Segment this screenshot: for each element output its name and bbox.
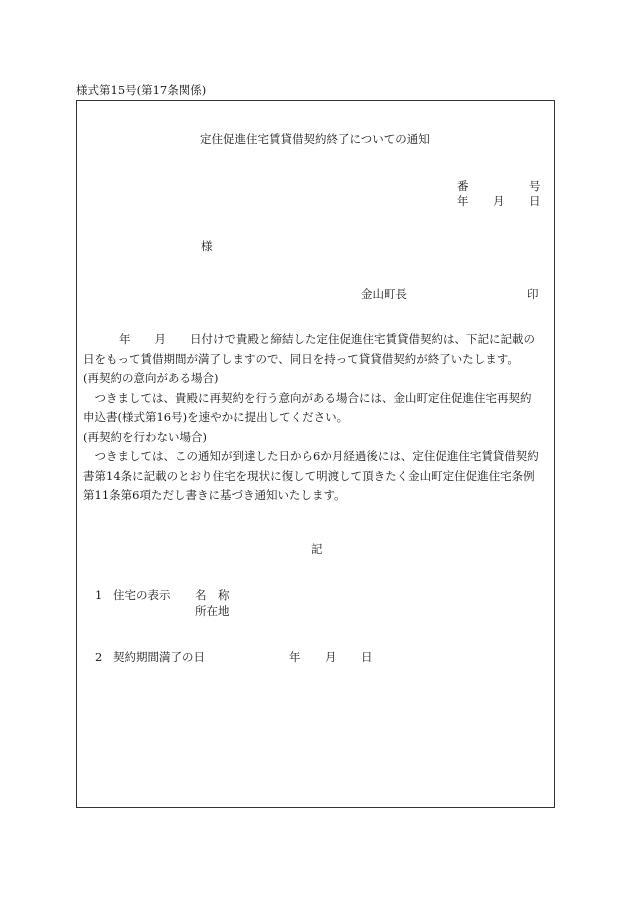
body-line-1 [83, 330, 553, 350]
number-go-label: 号 [529, 179, 541, 193]
body-year-label: 年 [119, 332, 131, 346]
sender-name: 金山町長 [361, 287, 407, 301]
case2-heading: (再契約を行わない場合) [83, 429, 207, 444]
item-2-label: 契約期間満了の日 [113, 650, 205, 664]
case2-line-2: 書第14条に記載のとおり住宅を現状に復して明渡して頂きたく金山町定住促進住宅条例 [83, 468, 535, 483]
notice-body [83, 330, 553, 506]
item-1-address-label: 所在地 [195, 604, 230, 618]
ki-heading: 記 [311, 542, 323, 556]
seal-mark: 印 [527, 287, 539, 301]
item-1-number: 1 [95, 588, 103, 602]
case1-line-2: 申込書(様式第16号)を速やかに提出してください。 [83, 410, 349, 424]
item-2-month-label: 月 [325, 650, 337, 664]
form-number-label: 様式第15号(第17条関係) [76, 83, 207, 97]
document-title: 定住促進住宅賃貸借契約終了についての通知 [200, 132, 430, 146]
case1-line-1: つきましては、貴殿に再契約を行う意向がある場合には、金山町定住促進住宅再契約 [83, 390, 532, 405]
number-ban-label: 番 [457, 179, 469, 193]
item-1-label: 住宅の表示 [113, 588, 171, 602]
item-2-year-label: 年 [289, 650, 301, 664]
date-day-label: 日 [529, 194, 541, 208]
date-year-label: 年 [457, 194, 469, 208]
item-2-number: 2 [95, 650, 103, 664]
body-month-label: 月 [154, 332, 166, 346]
body-line-1-text: 日付けで貴殿と締結した定住促進住宅賃貸借契約は、下記に記載の [190, 332, 535, 346]
item-1-name-label: 名 称 [195, 588, 230, 602]
case1-heading: (再契約の意向がある場合) [83, 371, 219, 385]
case2-line-1: つきましては、この通知が到達した日から6か月経過後には、定住促進住宅賃貸借契約 [83, 449, 539, 463]
date-month-label: 月 [493, 194, 505, 208]
body-line-2: 日をもって賃借期間が満了しますので、同日を持って貸貸借契約が終了いたします。 [83, 351, 519, 366]
item-2-day-label: 日 [361, 650, 373, 664]
case2-line-3: 第11条第6項ただし書きに基づき通知いたします。 [83, 488, 346, 502]
addressee-suffix: 様 [201, 239, 213, 253]
